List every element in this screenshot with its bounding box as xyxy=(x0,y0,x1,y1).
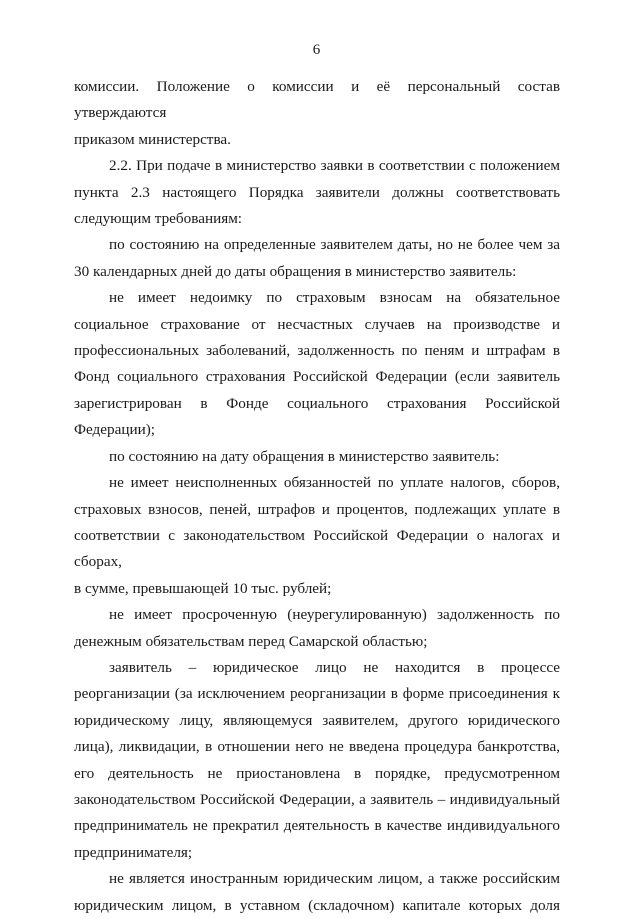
paragraph-2 xyxy=(74,153,560,232)
text-line: его деятельность не приостановлена в порядке, предусмотренном xyxy=(74,764,560,782)
paragraph-4 xyxy=(74,285,560,443)
paragraph-7 xyxy=(74,602,560,655)
text-line: пункта 2.3 настоящего Порядка заявители должны соответствовать xyxy=(74,183,560,201)
text-line: реорганизации (за исключением реорганизации в форме присоединения к xyxy=(74,685,560,703)
text-line: лица), ликвидации, в отношении него не введена процедура банкротства, xyxy=(74,738,560,756)
text-line: 30 календарных дней до даты обращения в министерство заявитель: xyxy=(74,262,517,280)
paragraph-9 xyxy=(74,866,560,919)
text-line: юридическим лицом, в уставном (складочном) капитале которых доля xyxy=(74,896,560,914)
text-line: предпринимателя; xyxy=(74,843,193,861)
text-line: Фонд социального страхования Российской Федерации (если заявитель xyxy=(74,368,560,386)
text-line: социальное страхование от несчастных случаев на производстве и xyxy=(74,315,560,333)
paragraph-5 xyxy=(74,444,560,470)
text-line: законодательством Российской Федерации, а заявитель – индивидуальный xyxy=(74,790,560,808)
page-number: 6 xyxy=(312,42,321,58)
text-line: по состоянию на определенные заявителем даты, но не более чем за xyxy=(109,236,560,254)
paragraph-8 xyxy=(74,655,560,866)
paragraph-1 xyxy=(74,74,560,153)
paragraph-6 xyxy=(74,470,560,602)
text-line: 2.2. При подаче в министерство заявки в соответствии с положением xyxy=(109,157,560,175)
text-line: юридическому лицу, являющемуся заявителем, другого юридического xyxy=(74,711,560,729)
text-line: страховых взносов, пеней, штрафов и процентов, подлежащих уплате в xyxy=(74,500,560,518)
text-line: не имеет просроченную (неурегулированную) задолженность по xyxy=(109,606,560,624)
text-line: Федерации); xyxy=(74,421,156,439)
text-line: профессиональных заболеваний, задолженность по пеням и штрафам в xyxy=(74,342,560,360)
text-line: приказом министерства. xyxy=(74,130,231,148)
document-body xyxy=(74,74,560,919)
paragraph-3 xyxy=(74,232,560,285)
text-line: заявитель – юридическое лицо не находится в процессе xyxy=(109,658,560,676)
text-line: не имеет недоимку по страховым взносам на обязательное xyxy=(109,289,560,307)
text-line: следующим требованиям: xyxy=(74,210,243,228)
text-line: комиссии. Положение о комиссии и её персональный состав утверждаются xyxy=(74,78,560,122)
text-line: зарегистрирован в Фонде социального страхования Российской xyxy=(74,394,560,412)
text-line: предприниматель не прекратил деятельность в качестве индивидуального xyxy=(74,817,560,835)
text-line: по состоянию на дату обращения в министерство заявитель: xyxy=(109,447,500,465)
text-line: не имеет неисполненных обязанностей по уплате налогов, сборов, xyxy=(109,474,560,492)
text-line: денежным обязательствам перед Самарской областью; xyxy=(74,632,428,650)
text-line: соответствии с законодательством Российской Федерации о налогах и сборах, xyxy=(74,526,560,571)
text-line: не является иностранным юридическим лицом, а также российским xyxy=(109,870,560,888)
text-line: в сумме, превышающей 10 тыс. рублей; xyxy=(74,579,332,597)
